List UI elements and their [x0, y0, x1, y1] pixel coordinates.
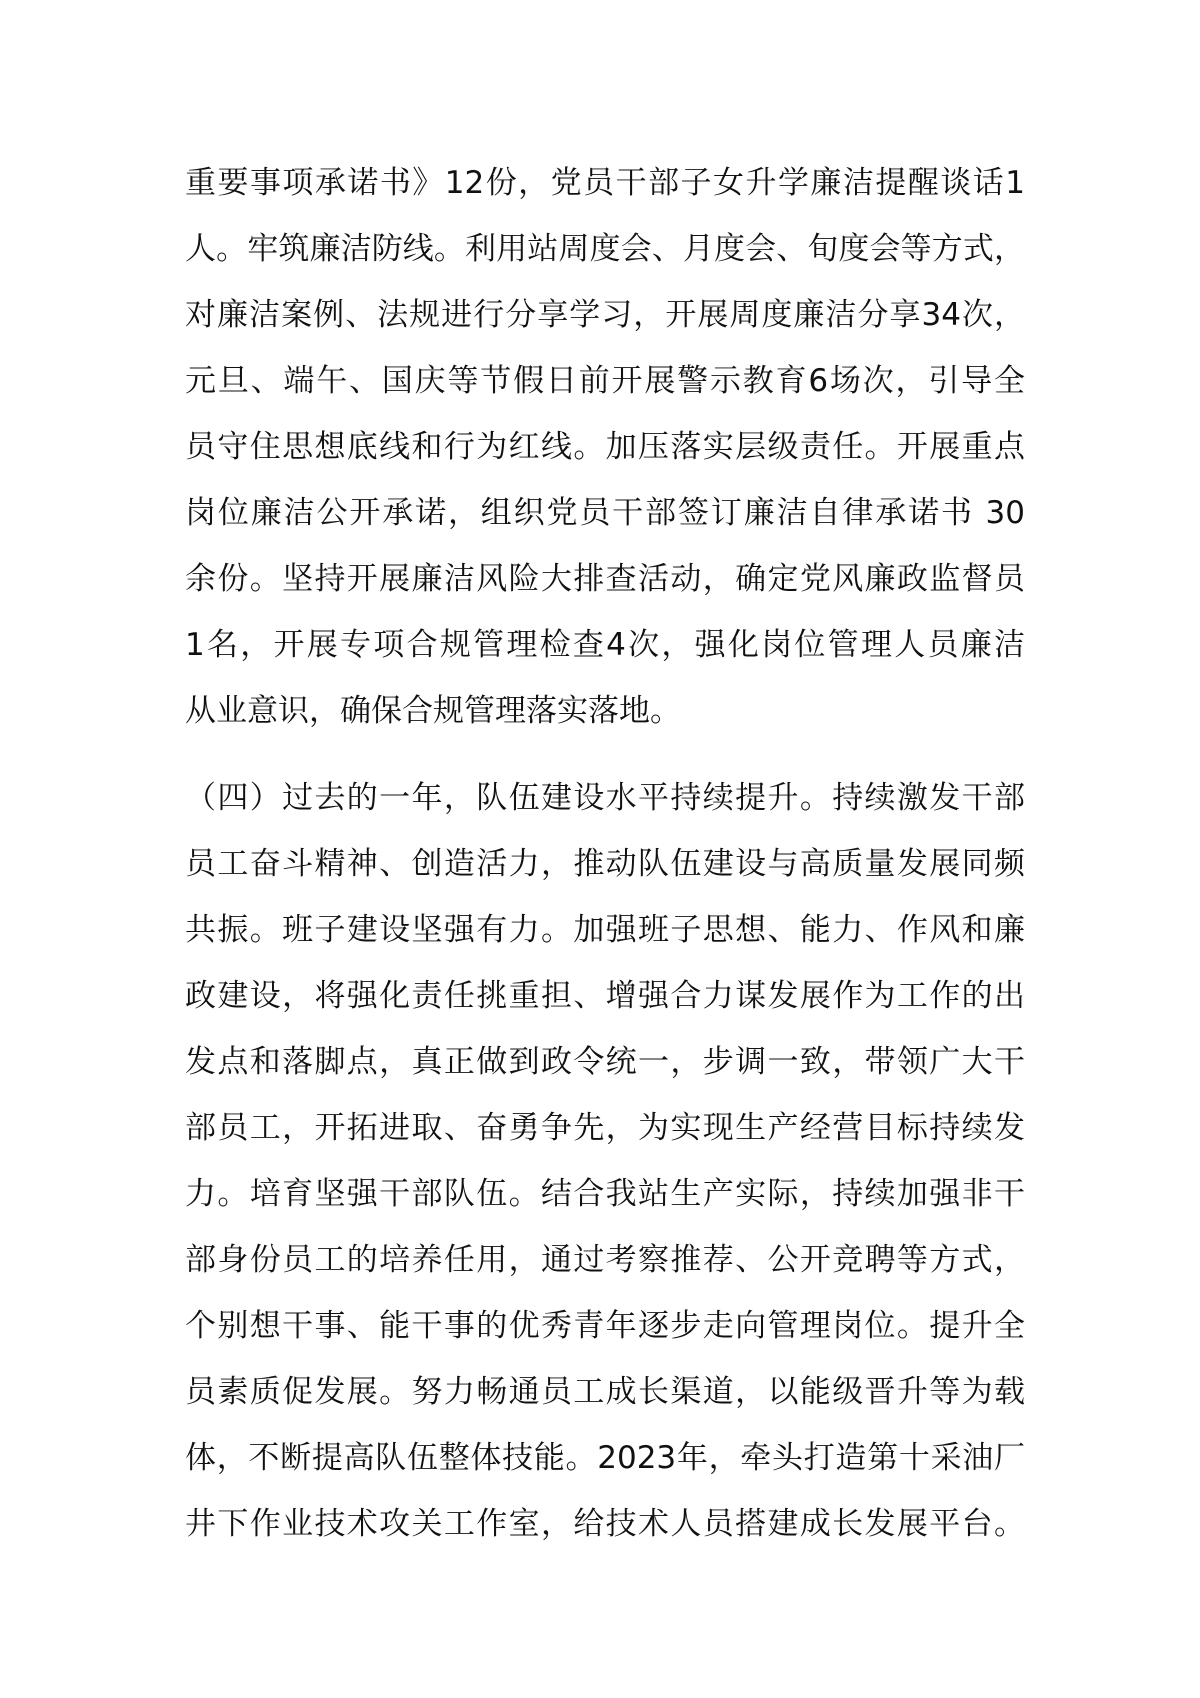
text-line: 员素质促发展。努力畅通员工成长渠道，以能级晋升等为载	[185, 1374, 1025, 1410]
text-line: 员工奋斗精神、创造活力，推动队伍建设与高质量发展同频	[185, 846, 1025, 882]
text-line: 元旦、端午、国庆等节假日前开展警示教育6场次，引导全	[185, 363, 1025, 399]
text-line: 个别想干事、能干事的优秀青年逐步走向管理岗位。提升全	[185, 1308, 1025, 1344]
text-line: 政建设，将强化责任挑重担、增强合力谋发展作为工作的出	[185, 978, 1025, 1014]
text-line: （四）过去的一年，队伍建设水平持续提升。持续激发干部	[185, 780, 1025, 816]
text-line: 重要事项承诺书》12份，党员干部子女升学廉洁提醒谈话1	[185, 165, 1025, 201]
text-line: 共振。班子建设坚强有力。加强班子思想、能力、作风和廉	[185, 912, 1025, 948]
paragraph-team-building	[185, 765, 1025, 1557]
text-line: 人。牢筑廉洁防线。利用站周度会、月度会、旬度会等方式，	[185, 231, 1025, 267]
paragraph-integrity	[185, 150, 1025, 744]
text-line: 员守住思想底线和行为红线。加压落实层级责任。开展重点	[185, 429, 1025, 465]
text-line: 对廉洁案例、法规进行分享学习，开展周度廉洁分享34次，	[185, 297, 1025, 333]
text-line: 体，不断提高队伍整体技能。2023年，牵头打造第十采油厂	[185, 1440, 1025, 1476]
text-line: 部身份员工的培养任用，通过考察推荐、公开竞聘等方式，	[185, 1242, 1025, 1278]
text-line: 发点和落脚点，真正做到政令统一，步调一致，带领广大干	[185, 1044, 1025, 1080]
text-line: 部员工，开拓进取、奋勇争先，为实现生产经营目标持续发	[185, 1110, 1025, 1146]
text-line: 从业意识，确保合规管理落实落地。	[185, 693, 681, 729]
text-line: 井下作业技术攻关工作室，给技术人员搭建成长发展平台。	[185, 1506, 1025, 1542]
text-line: 力。培育坚强干部队伍。结合我站生产实际，持续加强非干	[185, 1176, 1025, 1212]
text-line: 1名，开展专项合规管理检查4次，强化岗位管理人员廉洁	[185, 627, 1025, 663]
text-line: 岗位廉洁公开承诺，组织党员干部签订廉洁自律承诺书 30	[185, 495, 1025, 531]
text-line: 余份。坚持开展廉洁风险大排查活动，确定党风廉政监督员	[185, 561, 1025, 597]
